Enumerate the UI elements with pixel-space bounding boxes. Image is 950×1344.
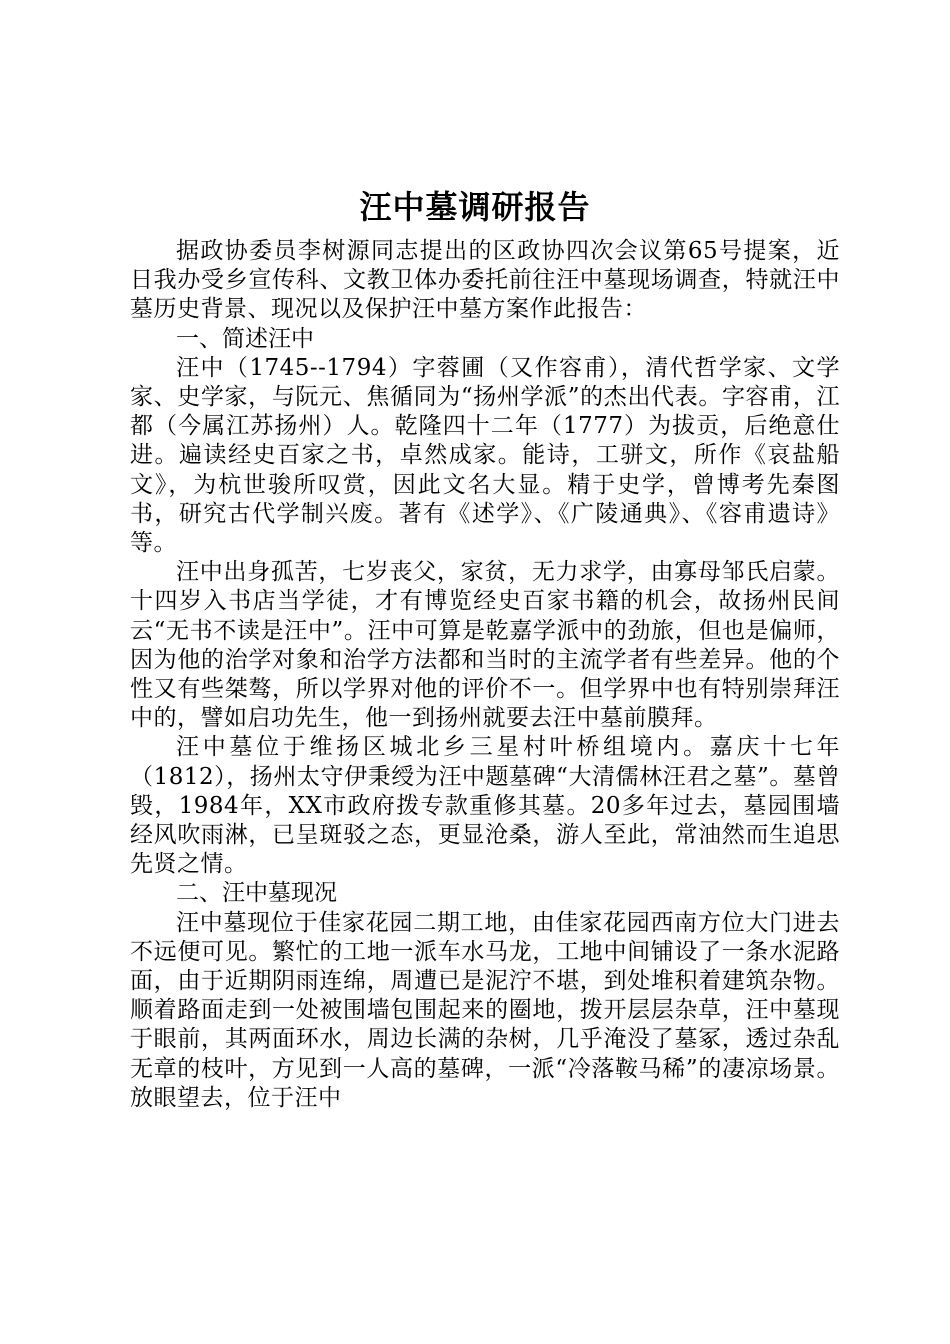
section1-paragraph-2: 汪中出身孤苦，七岁丧父，家贫，无力求学，由寡母邹氏启蒙。十四岁入书店当学徒，才有博览经史百家书籍的机会，故扬州民间云“无书不读是汪中”。汪中可算是乾嘉学派中的劲旅，但也是偏师，因为他的治学对象和治学方法都和当时的主流学者有些差异。他的个性又有些桀骜，所以学界对他的评价不一。但学界中也有特别崇拜汪中的，譬如启功先生，他一到扬州就要去汪中墓前膜拜。 [130, 559, 840, 732]
document-body [130, 237, 840, 1113]
section-heading-2: 二、汪中墓现况 [176, 880, 337, 907]
section-heading-1: 一、简述汪中 [176, 325, 314, 352]
document-title: 汪中墓调研报告 [359, 188, 591, 226]
section1-paragraph-1: 汪中（1745--1794）字蓉圃（又作容甫），清代哲学家、文学家、史学家，与阮元、焦循同为“扬州学派”的杰出代表。字容甫，江都（今属江苏扬州）人。乾隆四十二年（1777）为拔贡，后绝意仕进。遍读经史百家之书，卓然成家。能诗，工骈文，所作《哀盐船文》，为杭世骏所叹赏，因此文名大显。精于史学，曾博考先秦图书，研究古代学制兴废。著有《述学》、《广陵通典》、《容甫遗诗》等。 [130, 354, 840, 557]
section2-paragraph-1: 汪中墓现位于佳家花园二期工地，由佳家花园西南方位大门进去不远便可见。繁忙的工地一派车水马龙，工地中间铺设了一条水泥路面，由于近期阴雨连绵，周遭已是泥泞不堪，到处堆积着建筑杂物。顺着路面走到一处被围墙包围起来的圈地，拨开层层杂草，汪中墓现于眼前，其两面环水，周边长满的杂树，几乎淹没了墓冢，透过杂乱无章的枝叶，方见到一人高的墓碑，一派“冷落鞍马稀”的凄凉场景。放眼望去，位于汪中 [130, 909, 840, 1111]
intro-paragraph: 据政协委员李树源同志提出的区政协四次会议第65号提案，近日我办受乡宣传科、文教卫体办委托前往汪中墓现场调查，特就汪中墓历史背景、现况以及保护汪中墓方案作此报告： [130, 238, 840, 323]
section1-paragraph-3: 汪中墓位于维扬区城北乡三星村叶桥组境内。嘉庆十七年（1812），扬州太守伊秉绶为汪中题墓碑“大清儒林汪君之墓”。墓曾毁，1984年，XX市政府拨专款重修其墓。20多年过去，墓园围墙经风吹雨淋，已呈斑驳之态，更显沧桑，游人至此，常油然而生追思先贤之情。 [130, 734, 840, 878]
